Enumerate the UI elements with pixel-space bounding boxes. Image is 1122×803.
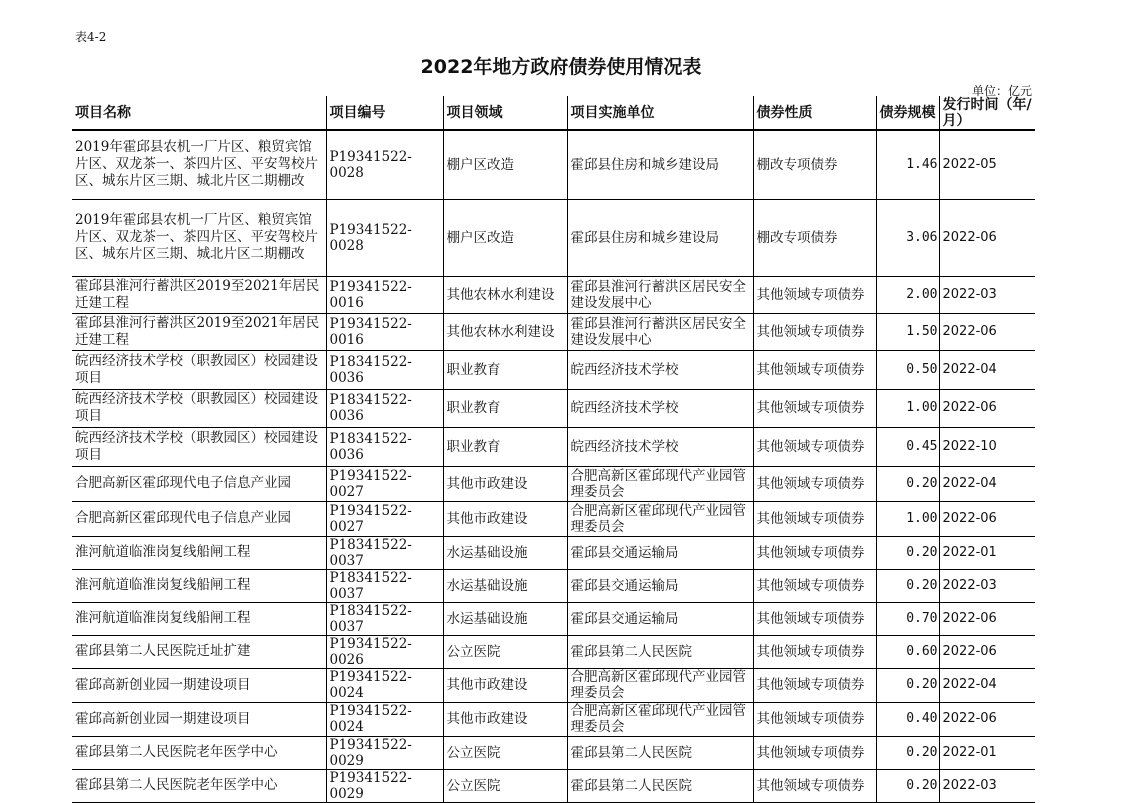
- cell-project-code: P18341522-0037: [326, 536, 443, 569]
- cell-issue-date: 2022-06: [939, 602, 1035, 635]
- cell-bond-nature: 其他领域专项债券: [753, 769, 876, 802]
- cell-project-code: P18341522-0036: [326, 389, 443, 427]
- cell-implementing-unit: 霍邱县交通运输局: [567, 602, 753, 635]
- cell-issue-date: 2022-01: [939, 536, 1035, 569]
- cell-bond-amount: 1.00: [876, 501, 939, 536]
- cell-bond-amount: 1.50: [876, 313, 939, 350]
- cell-project-code: P19341522-0029: [326, 769, 443, 802]
- cell-bond-nature: 其他领域专项债券: [753, 702, 876, 736]
- cell-bond-amount: 0.20: [876, 769, 939, 802]
- cell-project-field: 其他市政建设: [443, 466, 567, 501]
- table-row: [72, 769, 1035, 802]
- cell-bond-nature: 其他领域专项债券: [753, 569, 876, 602]
- cell-bond-amount: 3.06: [876, 199, 939, 276]
- cell-project-field: 公立医院: [443, 736, 567, 769]
- cell-issue-date: 2022-10: [939, 427, 1035, 466]
- cell-implementing-unit: 霍邱县住房和城乡建设局: [567, 130, 753, 199]
- cell-project-code: P19341522-0024: [326, 668, 443, 702]
- cell-project-code: P18341522-0036: [326, 350, 443, 389]
- cell-project-field: 棚户区改造: [443, 130, 567, 199]
- cell-project-name: 霍邱县淮河行蓄洪区2019至2021年居民迁建工程: [72, 276, 326, 313]
- table-row: [72, 130, 1035, 199]
- cell-project-name: 2019年霍邱县农机一厂片区、粮贸宾馆片区、双龙茶一、茶四片区、平安驾校片区、城东片区三期、城北片区二期棚改: [72, 130, 326, 199]
- cell-bond-nature: 其他领域专项债券: [753, 350, 876, 389]
- cell-issue-date: 2022-03: [939, 769, 1035, 802]
- cell-project-code: P19341522-0016: [326, 313, 443, 350]
- cell-bond-amount: 0.20: [876, 536, 939, 569]
- cell-project-field: 职业教育: [443, 350, 567, 389]
- header-project-field: 项目领域: [443, 96, 567, 130]
- unit-label: 单位：亿元: [971, 84, 1032, 98]
- cell-bond-amount: 0.20: [876, 668, 939, 702]
- cell-project-field: 棚户区改造: [443, 199, 567, 276]
- cell-issue-date: 2022-01: [939, 736, 1035, 769]
- table-header-row: [72, 96, 1035, 130]
- cell-project-name: 皖西经济技术学校（职教园区）校园建设项目: [72, 350, 326, 389]
- cell-bond-amount: 1.00: [876, 389, 939, 427]
- cell-implementing-unit: 霍邱县交通运输局: [567, 536, 753, 569]
- cell-bond-amount: 0.50: [876, 350, 939, 389]
- table-row: [72, 736, 1035, 769]
- table-row: [72, 276, 1035, 313]
- cell-bond-nature: 其他领域专项债券: [753, 466, 876, 501]
- cell-bond-amount: 0.20: [876, 569, 939, 602]
- cell-project-name: 霍邱县第二人民医院迁址扩建: [72, 635, 326, 668]
- cell-issue-date: 2022-06: [939, 313, 1035, 350]
- header-implementing-unit: 项目实施单位: [567, 96, 753, 130]
- cell-implementing-unit: 合肥高新区霍邱现代产业园管理委员会: [567, 501, 753, 536]
- cell-project-field: 水运基础设施: [443, 569, 567, 602]
- cell-bond-nature: 其他领域专项债券: [753, 313, 876, 350]
- document-code: 表4-2: [75, 30, 107, 44]
- cell-bond-nature: 棚改专项债券: [753, 130, 876, 199]
- cell-project-code: P19341522-0028: [326, 199, 443, 276]
- cell-project-name: 霍邱高新创业园一期建设项目: [72, 702, 326, 736]
- cell-project-code: P19341522-0026: [326, 635, 443, 668]
- cell-issue-date: 2022-06: [939, 501, 1035, 536]
- cell-bond-nature: 其他领域专项债券: [753, 276, 876, 313]
- cell-implementing-unit: 皖西经济技术学校: [567, 350, 753, 389]
- cell-bond-nature: 其他领域专项债券: [753, 736, 876, 769]
- cell-bond-amount: 0.70: [876, 602, 939, 635]
- cell-project-code: P19341522-0027: [326, 466, 443, 501]
- cell-project-name: 霍邱县第二人民医院老年医学中心: [72, 736, 326, 769]
- table-row: [72, 389, 1035, 427]
- table-row: [72, 313, 1035, 350]
- header-issue-date: 发行时间（年/月）: [939, 96, 1035, 130]
- header-bond-amount: 债券规模: [876, 96, 939, 130]
- cell-project-name: 合肥高新区霍邱现代电子信息产业园: [72, 466, 326, 501]
- cell-bond-nature: 其他领域专项债券: [753, 501, 876, 536]
- cell-project-code: P19341522-0028: [326, 130, 443, 199]
- table-row: [72, 427, 1035, 466]
- cell-implementing-unit: 霍邱县第二人民医院: [567, 769, 753, 802]
- table-row: [72, 466, 1035, 501]
- bond-usage-table: [72, 96, 1035, 803]
- cell-issue-date: 2022-06: [939, 389, 1035, 427]
- cell-issue-date: 2022-04: [939, 350, 1035, 389]
- cell-project-field: 职业教育: [443, 427, 567, 466]
- cell-project-field: 其他农林水利建设: [443, 276, 567, 313]
- cell-implementing-unit: 合肥高新区霍邱现代产业园管理委员会: [567, 668, 753, 702]
- cell-bond-nature: 棚改专项债券: [753, 199, 876, 276]
- cell-implementing-unit: 霍邱县淮河行蓄洪区居民安全建设发展中心: [567, 276, 753, 313]
- cell-project-field: 水运基础设施: [443, 602, 567, 635]
- cell-bond-amount: 0.60: [876, 635, 939, 668]
- cell-project-field: 公立医院: [443, 635, 567, 668]
- cell-project-code: P19341522-0016: [326, 276, 443, 313]
- cell-issue-date: 2022-03: [939, 276, 1035, 313]
- cell-implementing-unit: 合肥高新区霍邱现代产业园管理委员会: [567, 702, 753, 736]
- cell-project-field: 其他农林水利建设: [443, 313, 567, 350]
- cell-project-field: 公立医院: [443, 769, 567, 802]
- cell-project-name: 合肥高新区霍邱现代电子信息产业园: [72, 501, 326, 536]
- table-row: [72, 199, 1035, 276]
- cell-implementing-unit: 霍邱县第二人民医院: [567, 635, 753, 668]
- cell-project-name: 2019年霍邱县农机一厂片区、粮贸宾馆片区、双龙茶一、茶四片区、平安驾校片区、城东片区三期、城北片区二期棚改: [72, 199, 326, 276]
- cell-issue-date: 2022-06: [939, 199, 1035, 276]
- table-row: [72, 602, 1035, 635]
- header-project-name: 项目名称: [72, 96, 326, 130]
- cell-bond-amount: 0.20: [876, 736, 939, 769]
- cell-project-field: 其他市政建设: [443, 702, 567, 736]
- cell-project-field: 其他市政建设: [443, 668, 567, 702]
- cell-implementing-unit: 霍邱县住房和城乡建设局: [567, 199, 753, 276]
- cell-project-field: 职业教育: [443, 389, 567, 427]
- table-row: [72, 536, 1035, 569]
- cell-issue-date: 2022-04: [939, 668, 1035, 702]
- cell-implementing-unit: 皖西经济技术学校: [567, 389, 753, 427]
- cell-project-code: P18341522-0036: [326, 427, 443, 466]
- cell-project-name: 淮河航道临淮岗复线船闸工程: [72, 569, 326, 602]
- cell-project-code: P19341522-0029: [326, 736, 443, 769]
- cell-project-name: 淮河航道临淮岗复线船闸工程: [72, 602, 326, 635]
- table-row: [72, 635, 1035, 668]
- header-project-code: 项目编号: [326, 96, 443, 130]
- cell-bond-amount: 0.45: [876, 427, 939, 466]
- cell-bond-nature: 其他领域专项债券: [753, 536, 876, 569]
- cell-bond-nature: 其他领域专项债券: [753, 668, 876, 702]
- cell-project-field: 其他市政建设: [443, 501, 567, 536]
- cell-bond-amount: 1.46: [876, 130, 939, 199]
- table-row: [72, 501, 1035, 536]
- cell-bond-nature: 其他领域专项债券: [753, 602, 876, 635]
- header-bond-nature: 债券性质: [753, 96, 876, 130]
- cell-project-code: P19341522-0024: [326, 702, 443, 736]
- cell-bond-nature: 其他领域专项债券: [753, 635, 876, 668]
- cell-project-name: 霍邱县淮河行蓄洪区2019至2021年居民迁建工程: [72, 313, 326, 350]
- cell-issue-date: 2022-06: [939, 635, 1035, 668]
- cell-project-name: 淮河航道临淮岗复线船闸工程: [72, 536, 326, 569]
- cell-issue-date: 2022-05: [939, 130, 1035, 199]
- cell-issue-date: 2022-04: [939, 466, 1035, 501]
- cell-bond-amount: 2.00: [876, 276, 939, 313]
- cell-implementing-unit: 合肥高新区霍邱现代产业园管理委员会: [567, 466, 753, 501]
- cell-bond-nature: 其他领域专项债券: [753, 427, 876, 466]
- cell-implementing-unit: 霍邱县第二人民医院: [567, 736, 753, 769]
- cell-project-code: P18341522-0037: [326, 569, 443, 602]
- cell-project-code: P18341522-0037: [326, 602, 443, 635]
- cell-issue-date: 2022-03: [939, 569, 1035, 602]
- cell-bond-nature: 其他领域专项债券: [753, 389, 876, 427]
- cell-project-name: 皖西经济技术学校（职教园区）校园建设项目: [72, 389, 326, 427]
- table-row: [72, 668, 1035, 702]
- table-row: [72, 569, 1035, 602]
- table-body: [72, 130, 1035, 802]
- cell-implementing-unit: 皖西经济技术学校: [567, 427, 753, 466]
- cell-project-code: P19341522-0027: [326, 501, 443, 536]
- cell-bond-amount: 0.40: [876, 702, 939, 736]
- table-row: [72, 702, 1035, 736]
- cell-bond-amount: 0.20: [876, 466, 939, 501]
- cell-project-name: 霍邱县第二人民医院老年医学中心: [72, 769, 326, 802]
- cell-project-name: 霍邱高新创业园一期建设项目: [72, 668, 326, 702]
- cell-project-name: 皖西经济技术学校（职教园区）校园建设项目: [72, 427, 326, 466]
- cell-implementing-unit: 霍邱县交通运输局: [567, 569, 753, 602]
- page-title: 2022年地方政府债券使用情况表: [420, 56, 702, 78]
- cell-issue-date: 2022-06: [939, 702, 1035, 736]
- cell-implementing-unit: 霍邱县淮河行蓄洪区居民安全建设发展中心: [567, 313, 753, 350]
- cell-project-field: 水运基础设施: [443, 536, 567, 569]
- table-row: [72, 350, 1035, 389]
